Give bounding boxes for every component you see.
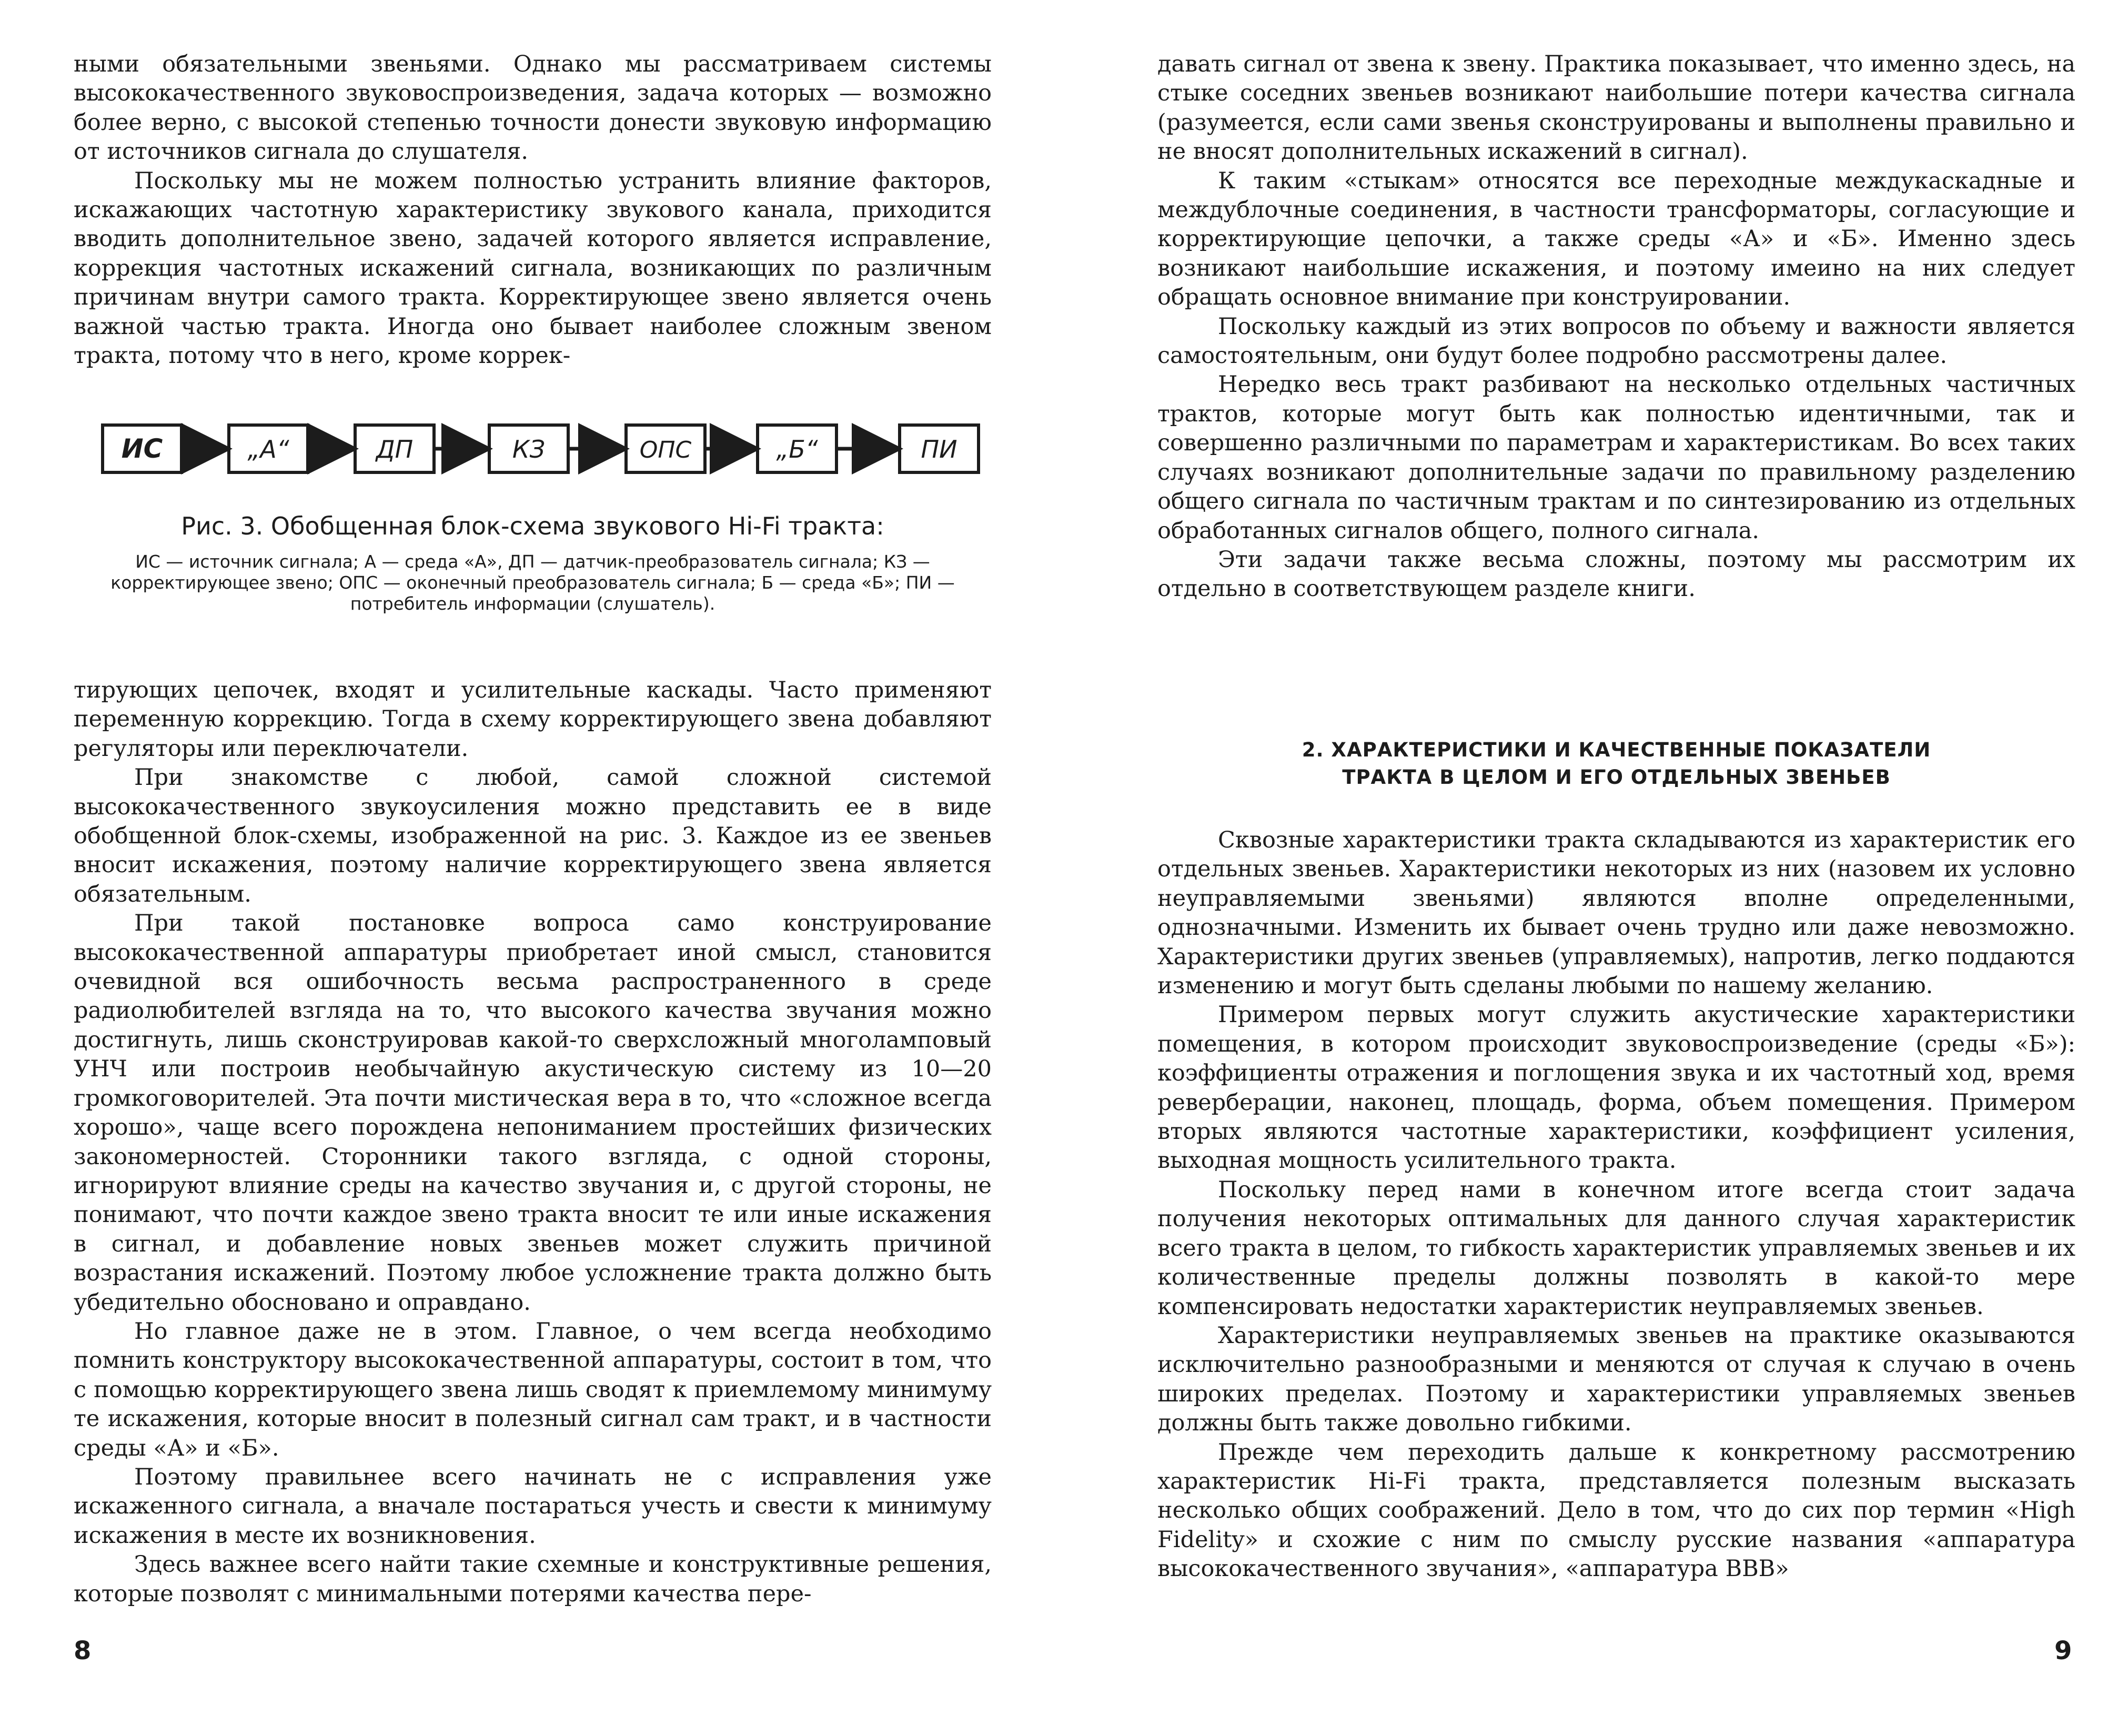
svg-text:ОПС: ОПС <box>639 437 692 463</box>
block-diagram-svg <box>100 416 994 484</box>
figure-caption <box>74 510 992 614</box>
paragraph: Но главное даже не в этом. Главное, о чем всегда необходимо помнить конструктору высококачественной аппаратуры, состоит в том, что с помощью корректирующего звена лишь сводят к приемлемому минимуму те искажения, которые вносит в полезный сигнал сам тракт, и в частности среды «А» и «Б». <box>74 1318 992 1461</box>
block-diagram <box>100 416 994 484</box>
figure-caption-title: Рис. 3. Обобщенная блок-схема звукового Hi-Fi тракта: <box>181 512 884 540</box>
diagram-block <box>626 425 705 472</box>
paragraph: Поскольку каждый из этих вопросов по объему и важности является самостоятельным, они будут более подробно рассмотрены далее. <box>1157 313 2075 369</box>
paragraph: Поэтому правильнее всего начинать не с исправления уже искаженного сигнала, а вначале постараться учесть и свести к минимуму искажения в месте их возникновения. <box>74 1464 992 1549</box>
svg-text:„Б“: „Б“ <box>776 435 818 463</box>
svg-text:ИС: ИС <box>121 433 163 464</box>
page-number: 8 <box>74 1636 92 1666</box>
figure-caption-legend: ИС — источник сигнала; А — среда «А», ДП — датчик-преобразователь сигнала; КЗ — корректирующее звено; ОПС — оконечный преобразователь сигнала; Б — среда «Б»; ПИ — потребитель информации (слушатель). <box>110 551 955 614</box>
paragraph: Характеристики неуправляемых звеньев на практике оказываются исключительно разнообразными и меняются от случая к случаю в очень широких пределах. Поэтому и характеристики управляемых звеньев должны быть также довольно гибкими. <box>1157 1322 2075 1437</box>
paragraph: При такой постановке вопроса само конструирование высококачественной аппаратуры приобретает иной смысл, становится очевидной вся ошибочность весьма распространенного в среде радиолюбителей взгляда на то, что высокого качества звучания можно достигнуть, лишь сконструировав какой-то сверхсложный многоламповый УНЧ или построив необычайную акустическую систему из 10—20 громкоговорителей. Эта почти мистическая вера в то, что «сложное всегда хорошо», чаще всего порождена непониманием простейших физических закономерностей. Сторонники такого взгляда, с одной стороны, игнорируют влияние среды на качество звучания и, с другой стороны, не понимают, что почти каждое звено тракта вносит те или иные искажения в сигнал, и добавление новых звеньев может служить причиной возрастания искажений. Поэтому любое усложнение тракта должно быть убедительно обосновано и оправдано. <box>74 910 992 1316</box>
right-bottom-text <box>1157 826 2075 1584</box>
svg-text:ПИ: ПИ <box>921 435 957 463</box>
diagram-block <box>489 425 568 472</box>
paragraph: К таким «стыкам» относятся все переходные междукаскадные и междублочные соединения, в частности трансформаторы, согласующие и корректирующие цепочки, а также среды «А» и «Б». Именно здесь возникают наибольшие искажения, и поэтому имеино на них следует обращать основное внимание при конструировании. <box>1157 167 2075 311</box>
paragraph: Здесь важнее всего найти такие схемные и конструктивные решения, которые позволят с минимальными потерями качества пере- <box>74 1551 992 1607</box>
paragraph: Сквозные характеристики тракта складываются из характеристик его отдельных звеньев. Характеристики некоторых из них (назовем их условно неуправляемыми звеньями) являются вполне определенными, однозначными. Изменить их бывает очень трудно или даже невозможно. Характеристики других звеньев (управляемых), напротив, легко поддаются изменению и могут быть сделаны любыми по нашему желанию. <box>1157 827 2075 1000</box>
paragraph: Поскольку перед нами в конечном итоге всегда стоит задача получения некоторых оптимальных для данного случая характеристик всего тракта в целом, то гибкость характеристик управляемых звеньев и их количественные пределы должны позволять в какой-то мере компенсировать недостатки характеристик неуправляемых звеньев. <box>1157 1176 2075 1320</box>
paragraph: Поскольку мы не можем полностью устранить влияние факторов, искажающих частотную характеристику звукового канала, приходится вводить дополнительное звено, задачей которого является исправление, коррекция частотных искажений сигнала, возникающих по различным причинам внутри самого тракта. Корректирующее звено является очень важной частью тракта. Иногда оно бывает наиболее сложным звеном тракта, потому что в него, кроме коррек- <box>74 167 992 369</box>
diagram-block <box>355 425 434 472</box>
paragraph: Примером первых могут служить акустические характеристики помещения, в котором происходит звуковоспроизведение (среды «Б»): коэффициенты отражения и поглощения звука и их частотный ход, время реверберации, наконец, площадь, форма, объем помещения. Примером вторых являются частотные характеристики, коэффициент усиления, выходная мощность усилительного тракта. <box>1157 1002 2075 1174</box>
diagram-block <box>758 425 836 472</box>
paragraph: Эти задачи также весьма сложны, поэтому мы рассмотрим их отдельно в соответствующем разделе книги. <box>1157 546 2075 602</box>
section-heading-line: 2. ХАРАКТЕРИСТИКИ И КАЧЕСТВЕННЫЕ ПОКАЗАТЕЛИ <box>1302 739 1931 761</box>
svg-text:КЗ: КЗ <box>512 435 546 463</box>
paragraph: тирующих цепочек, входят и усилительные каскады. Часто применяют переменную коррекцию. Тогда в схему корректирующего звена добавляют регуляторы или переключатели. <box>74 677 992 762</box>
paragraph: При знакомстве с любой, самой сложной системой высококачественного звукоусиления можно представить ее в виде обобщенной блок-схемы, изображенной на рис. 3. Каждое из ее звеньев вносит искажения, поэтому наличие корректирующего звена является обязательным. <box>74 764 992 907</box>
paragraph: давать сигнал от звена к звену. Практика показывает, что именно здесь, на стыке соседних звеньев возникают наибольшие потери качества сигнала (разумеется, если сами звенья сконструированы и выполнены правильно и не вносят дополнительных искажений в сигнал). <box>1157 51 2075 165</box>
paragraph: ными обязательными звеньями. Однако мы рассматриваем системы высококачественного звуковоспроизведения, задача которых — возможно более верно, с высокой степенью точности донести звуковую информацию от источников сигнала до слушателя. <box>74 51 992 165</box>
page-number: 9 <box>2054 1636 2072 1666</box>
paragraph: Нередко весь тракт разбивают на несколько отдельных частичных трактов, которые могут быть как полностью идентичными, так и совершенно различными по параметрам и характеристикам. Во всех таких случаях возникают дополнительные задачи по правильному разделению общего сигнала по частичным трактам и по синтезированию из отдельных обработанных сигналов общего, полного сигнала. <box>1157 371 2075 544</box>
left-top-text <box>74 50 992 370</box>
section-heading <box>1157 736 2075 791</box>
paragraph: Прежде чем переходить дальше к конкретному рассмотрению характеристик Hi-Fi тракта, представляется полезным высказать несколько общих соображений. Дело в том, что до сих пор термин «High Fidelity» и схожие с ним по смыслу русские названия «аппаратура высококачественного звучания», «аппаратура ВВВ» <box>1157 1439 2075 1582</box>
diagram-block <box>229 425 308 472</box>
svg-text:ДП: ДП <box>376 435 414 463</box>
diagram-block <box>900 425 979 472</box>
svg-text:„А“: „А“ <box>247 435 289 463</box>
right-top-text <box>1157 50 2075 604</box>
left-bottom-text <box>74 676 992 1609</box>
diagram-block <box>103 425 182 472</box>
section-heading-line: ТРАКТА В ЦЕЛОМ И ЕГО ОТДЕЛЬНЫХ ЗВЕНЬЕВ <box>1342 766 1891 789</box>
